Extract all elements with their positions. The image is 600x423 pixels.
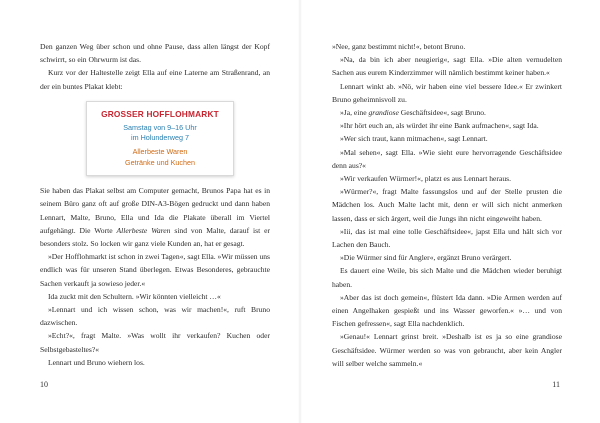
paragraph: »Die Würmer sind für Angler«, ergänzt Bruno verärgert. (340, 253, 512, 263)
text-run: »Ja, eine (340, 108, 369, 118)
paragraph: »Mal sehen«, sagt Ella. »Wie sieht eure hervorragende Geschäftsidee denn aus?« (332, 147, 562, 170)
poster-title: GROSSER HOFFLOHMARKT (101, 108, 219, 119)
paragraph (332, 106, 562, 119)
paragraph: Es dauert eine Weile, bis sich Malte und die Mädchen wieder beruhigt haben. (332, 266, 562, 289)
page-number-right: 11 (552, 380, 560, 389)
poster-refreshments: Getränke und Kuchen (125, 157, 195, 167)
paragraph: Lennart und Bruno wiehern los. (48, 357, 145, 367)
paragraph: Kurz vor der Haltestelle zeigt Ella auf eine Laterne am Straßenrand, an der ein buntes Plakat klebt: (40, 68, 270, 91)
text-run: sind von Malte, darauf ist er besonders stolz. So locken wir ganz viele Kunden an, hat er gesagt. (40, 225, 270, 248)
paragraph (40, 184, 270, 250)
paragraph: Den ganzen Weg über schon und ohne Pause, dass allen längst der Kopf schwirrt, so ein Ohrwurm ist das. (40, 42, 270, 65)
flea-market-poster (86, 101, 234, 176)
paragraph: »Würmer?«, fragt Malte fassungslos und auf der Stelle prusten die Mädchen los. Auch Malte lacht mit, denn er will sich nicht anmerken lassen, dass er sich ärgert, weil die Jungs ihn nicht eingeweiht haben. (332, 187, 562, 223)
paragraph: »Der Hofflohmarkt ist schon in zwei Tagen«, sagt Ella. »Wir müssen uns endlich was für unseren Stand überlegen. Etwas Besonderes, gebrauchte Sachen verkauft ja sowieso jeder.« (40, 252, 270, 288)
paragraph: »Genau!« Lennart grinst breit. »Deshalb ist es ja so eine grandiose Geschäftsidee. Würmer werden so was von gebraucht, aber kein Angler will selber welche sammeln.« (332, 332, 562, 368)
italic-run: grandiose (368, 108, 399, 118)
paragraph: »Wer sich traut, kann mitmachen«, sagt Lennart. (340, 134, 488, 144)
paragraph: »Ihr hört euch an, als würdet ihr eine Bank aufmachen«, sagt Ida. (340, 121, 539, 131)
left-text-column (40, 40, 270, 369)
poster-address: im Holunderweg 7 (131, 133, 189, 143)
paragraph: »Wir verkaufen Würmer!«, platzt es aus Lennart heraus. (340, 174, 511, 184)
paragraph: »Lennart und ich wissen schon, was wir machen!«, ruft Bruno dazwischen. (40, 305, 270, 328)
paragraph: »Iii, das ist mal eine tolle Geschäftsidee«, japst Ella und hält sich vor Lachen den Bauch. (332, 226, 562, 250)
text-run: Sie haben das Plakat selbst am Computer gemacht, Brunos Papa hat es in seinem Büro ganz oft auf große DIN-A3-Bögen gedruckt und dann haben Lennart, Malte, Bruno, Ella und Ida die Plakate überall im Viertel aufgehängt. Die Worte (40, 186, 270, 235)
poster-goods: Allerbeste Waren (132, 147, 188, 156)
paragraph: »Nee, ganz bestimmt nicht!«, betont Bruno. (332, 42, 466, 51)
italic-run: Allerbeste Waren (116, 225, 171, 235)
text-run: Geschäftsidee«, sagt Bruno. (398, 108, 486, 118)
paragraph: »Na, da bin ich aber neugierig«, sagt Ella. »Die alten vernudelten Sachen aus eurem Kinderzimmer will nämlich bestimmt keiner haben.« (332, 55, 562, 78)
right-text-column (332, 40, 562, 370)
page-number-left: 10 (40, 380, 48, 389)
paragraph: »Echt?«, fragt Malte. »Was wollt ihr verkaufen? Kuchen oder Selbstgebasteltes?« (40, 331, 270, 354)
right-page (300, 0, 600, 423)
poster-date: Samstag von 9–16 Uhr (123, 122, 197, 132)
paragraph: »Aber das ist doch gemein«, flüstert Ida dann. »Die Armen werden auf einen Angelhaken gespießt und ins Wasser geworfen.« »… und von Fischen gefressen«, sagt Ella nachdenklich. (332, 292, 562, 329)
paragraph: Ida zuckt mit den Schultern. »Wir könnten vielleicht …« (48, 291, 221, 301)
paragraph: Lennart winkt ab. »Nö, wir haben eine viel bessere Idee.« Er zwinkert Bruno geheimnisvoll zu. (332, 81, 562, 104)
